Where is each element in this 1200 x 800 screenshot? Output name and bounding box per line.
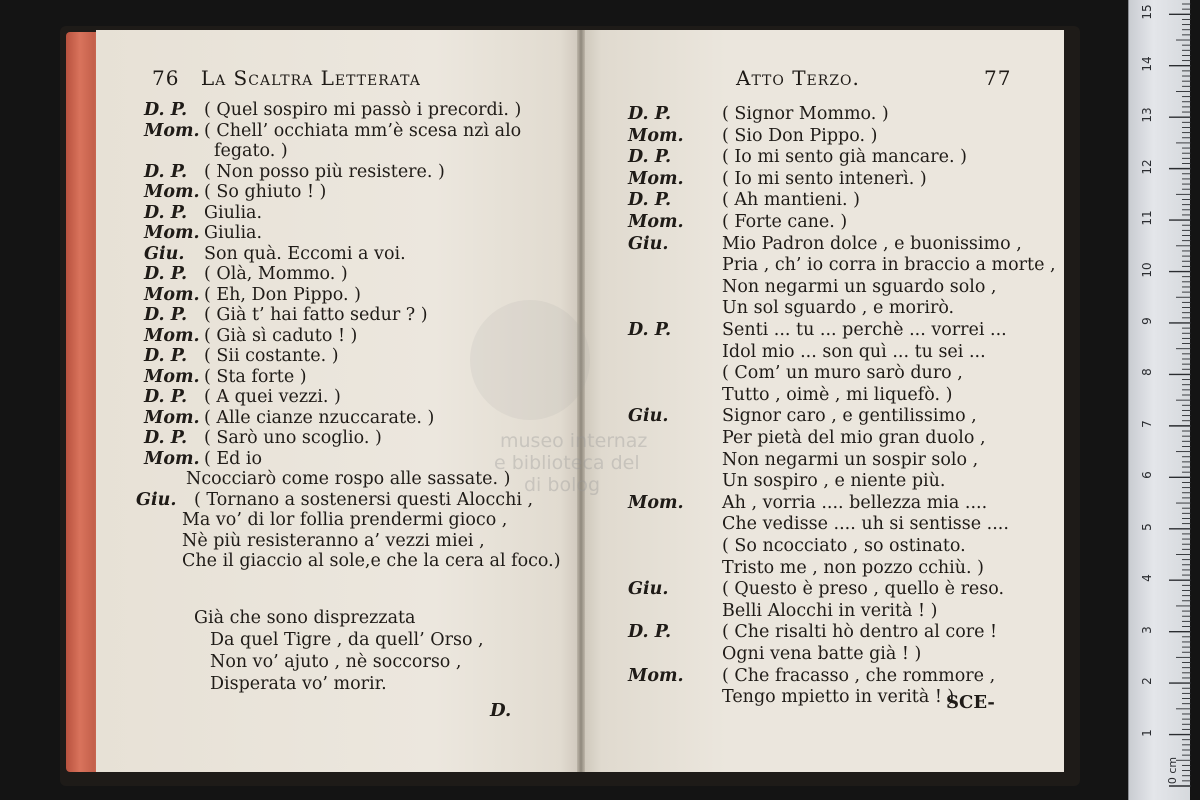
verse-line: Tristo me , non pozzo cchiù. ) — [722, 557, 984, 578]
speaker-label: Mom. — [144, 120, 200, 141]
verse-line: Nè più resisteranno a’ vezzi miei , — [182, 530, 485, 551]
speaker-label: D. P. — [628, 320, 672, 340]
speaker-label: Mom. — [628, 665, 684, 686]
left-running-head: La Scaltra Letterata — [200, 66, 421, 90]
speaker-label: D. P. — [144, 387, 188, 407]
verse-line: ( Ah mantieni. ) — [722, 190, 860, 211]
verse-line: ( Già t’ hai fatto sedur ? ) — [204, 305, 428, 325]
speaker-label: D. P. — [144, 202, 188, 223]
verse-line: ( So ncocciato , so ostinato. — [722, 536, 966, 556]
speaker-label: Mom. — [628, 125, 684, 146]
speaker-label: D. P. — [144, 264, 188, 284]
verse-line: Non negarmi un sospir solo , — [722, 449, 979, 470]
speaker-label: Mom. — [144, 182, 200, 202]
verse-line: Tutto , oimè , mi liquefò. ) — [722, 384, 953, 405]
verse-line: Giulia. — [204, 223, 263, 243]
verse-line: Per pietà del mio gran duolo , — [722, 428, 986, 448]
verse-line: ( Tornano a sostenersi questi Alocchi , — [194, 489, 534, 510]
verse-line: Ah , vorria .... bellezza mia .... — [722, 492, 988, 513]
ruler-number: 2 — [1140, 677, 1154, 685]
verse-line: ( Olà, Mommo. ) — [204, 264, 348, 284]
verse-line: ( Forte cane. ) — [722, 212, 848, 232]
verse-line: Son quà. Eccomi a voi. — [204, 243, 406, 264]
speaker-label: D. P. — [144, 100, 188, 120]
verse-line: ( Ed io — [204, 448, 263, 469]
ruler-number: 7 — [1140, 420, 1154, 428]
speaker-label: Giu. — [628, 233, 669, 254]
speaker-label: D. P. — [144, 305, 188, 325]
aria-line: Disperata vo’ morir. — [210, 674, 387, 694]
verse-line: ( Quel sospiro mi passò i precordi. ) — [204, 100, 522, 120]
verse-line: ( Sta forte ) — [204, 366, 307, 387]
ruler-number: 11 — [1140, 210, 1154, 226]
right-catchword: SCE- — [946, 692, 995, 713]
right-page-header — [736, 66, 860, 90]
ruler-unit-label: 0 cm — [1166, 756, 1180, 785]
speaker-label: D. P. — [628, 104, 672, 124]
verse-line: ( Che fracasso , che rommore , — [722, 665, 996, 686]
verse-line: Belli Alocchi in verità ! ) — [722, 600, 938, 621]
speaker-label: Mom. — [144, 284, 200, 305]
speaker-label: Mom. — [144, 407, 200, 428]
verse-line: ( Sii costante. ) — [204, 346, 339, 366]
ruler-number: 14 — [1140, 56, 1154, 72]
watermark-line: museo internaz — [500, 430, 648, 452]
verse-line: ( Eh, Don Pippo. ) — [204, 284, 361, 305]
ruler-number: 10 — [1140, 261, 1154, 278]
book-gutter — [577, 30, 585, 772]
verse-line: Senti ... tu ... perchè ... vorrei ... — [722, 320, 1007, 340]
measuring-ruler — [1128, 0, 1190, 800]
ruler-number: 1 — [1140, 728, 1154, 737]
verse-line: Ma vo’ di lor follia prendermi gioco , — [182, 510, 508, 530]
verse-line: ( Che risalti hò dentro al core ! — [722, 622, 998, 643]
speaker-label: D. P. — [628, 147, 672, 168]
verse-line: Non negarmi un sguardo solo , — [722, 276, 997, 297]
verse-line: ( Signor Mommo. ) — [722, 104, 889, 124]
speaker-label: Mom. — [144, 325, 200, 346]
speaker-label: Giu. — [628, 406, 669, 427]
watermark-line: di bolog — [524, 474, 601, 496]
verse-line: fegato. ) — [214, 141, 288, 161]
speaker-label: Mom. — [628, 168, 684, 189]
speaker-label: D. P. — [628, 190, 672, 211]
verse-line: ( A quei vezzi. ) — [204, 387, 341, 407]
ruler-number: 13 — [1140, 107, 1154, 123]
speaker-label: Giu. — [136, 489, 177, 510]
right-running-head: Atto Terzo. — [736, 66, 860, 90]
verse-line: Un sospiro , e niente più. — [722, 471, 946, 492]
ruler-ticks — [1129, 0, 1191, 800]
verse-line: ( Alle cianze nzuccarate. ) — [204, 407, 435, 428]
aria-line: Non vo’ ajuto , nè soccorso , — [210, 652, 462, 672]
left-page-number: 76 — [152, 66, 180, 90]
speaker-label: Mom. — [144, 366, 200, 387]
speaker-label: D. P. — [144, 161, 188, 182]
verse-line: Che vedisse .... uh si sentisse .... — [722, 514, 1009, 535]
ruler-number: 4 — [1140, 574, 1154, 583]
verse-line: Ogni vena batte già ! ) — [722, 644, 922, 664]
speaker-label: Mom. — [144, 223, 200, 243]
aria-line: Già che sono disprezzata — [194, 608, 416, 628]
verse-line: Ncocciarò come rospo alle sassate. ) — [186, 469, 511, 489]
speaker-label: Mom. — [628, 212, 684, 232]
verse-line: Mio Padron dolce , e buonissimo , — [722, 233, 1022, 254]
ruler-number: 8 — [1140, 368, 1154, 377]
verse-line: Giulia. — [204, 202, 263, 223]
speaker-label: D. P. — [144, 346, 188, 366]
verse-line: ( Non posso più resistere. ) — [204, 161, 445, 182]
verse-line: Signor caro , e gentilissimo , — [722, 406, 977, 427]
verse-line: ( So ghiuto ! ) — [204, 182, 327, 202]
verse-line: ( Sio Don Pippo. ) — [722, 125, 878, 146]
verse-line: ( Chell’ occhiata mm’è scesa nzì alo — [204, 120, 522, 141]
speaker-label: Giu. — [144, 243, 185, 264]
verse-line: ( Sarò uno scoglio. ) — [204, 428, 382, 448]
verse-line: Un sol sguardo , e morirò. — [722, 298, 955, 319]
left-page-header — [152, 66, 421, 90]
speaker-label: Mom. — [628, 492, 684, 513]
verse-line: ( Io mi sento già mancare. ) — [722, 147, 967, 168]
ruler-number: 3 — [1140, 625, 1154, 634]
speaker-label: Giu. — [628, 579, 669, 600]
verse-line: ( Com’ un muro sarò duro , — [722, 363, 963, 384]
speaker-label: D. P. — [628, 622, 672, 643]
verse-line: Idol mio ... son quì ... tu sei ... — [722, 341, 986, 362]
speaker-label: Mom. — [144, 448, 200, 469]
verse-line: Pria , ch’ io corra in braccio a morte , — [722, 255, 1056, 276]
watermark-line: e biblioteca del — [494, 452, 640, 474]
verse-line: ( Questo è preso , quello è reso. — [722, 579, 1005, 600]
left-catchword: D. — [490, 700, 512, 721]
ruler-number: 6 — [1140, 471, 1154, 480]
ruler-number: 12 — [1140, 158, 1154, 175]
ruler-number: 5 — [1140, 522, 1154, 531]
verse-line: ( Già sì caduto ! ) — [204, 325, 358, 346]
verse-line: Tengo mpietto in verità ! ) — [722, 687, 955, 708]
watermark-logo-icon — [470, 300, 590, 420]
verse-line: Che il giaccio al sole,e che la cera al foco.) — [182, 551, 561, 571]
ruler-number: 15 — [1140, 4, 1154, 20]
watermark — [494, 430, 740, 510]
speaker-label: D. P. — [144, 428, 188, 448]
verse-line: ( Io mi sento intenerì. ) — [722, 168, 927, 189]
ruler-number: 9 — [1140, 317, 1154, 325]
right-page-number: 77 — [984, 66, 1012, 90]
aria-line: Da quel Tigre , da quell’ Orso , — [210, 630, 484, 650]
